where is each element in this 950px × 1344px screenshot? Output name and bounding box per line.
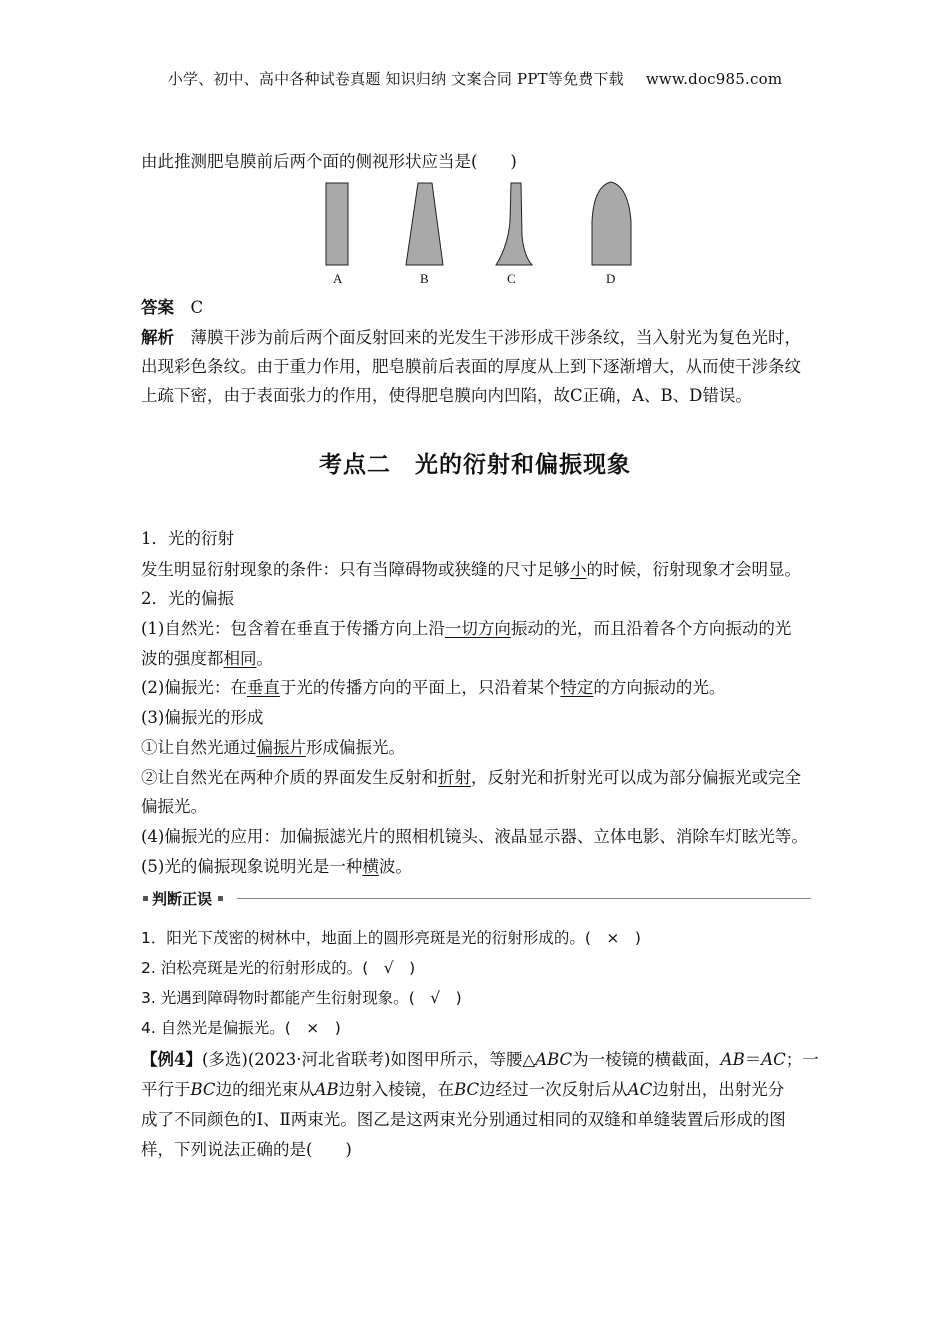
square-bullet-icon <box>143 896 148 901</box>
content-line-11: (4)偏振光的应用：加偏振滤光片的照相机镜头、液晶显示器、立体电影、消除车灯眩光等。 <box>141 827 808 846</box>
judge-item-4: 4. 自然光是偏振光。( × ) <box>141 1019 341 1037</box>
question-intro: 由此推测肥皂膜前后两个面的侧视形状应当是( ) <box>141 152 517 171</box>
example-line-4: 样，下列说法正确的是( ) <box>141 1140 352 1159</box>
example-line-1: 【例4】(多选)(2023·河北省联考)如图甲所示，等腰△ABC为一棱镜的横截面，AB＝AC；一 <box>141 1050 819 1069</box>
header-text: 小学、初中、高中各种试卷真题 知识归纳 文案合同 PPT等免费下载 <box>167 70 624 88</box>
page-header <box>0 68 950 89</box>
analysis-line-1 <box>141 327 801 349</box>
content-line-12: (5)光的偏振现象说明光是一种横波。 <box>141 857 412 876</box>
content-line-1: 1．光的衍射 <box>141 529 234 548</box>
shape-d <box>592 182 631 265</box>
label-d: D <box>606 271 616 286</box>
example-line-2: 平行于BC边的细光束从AB边射入棱镜，在BC边经过一次反射后从AC边射出，出射光分 <box>141 1080 785 1099</box>
content-line-6: (2)偏振光：在垂直于光的传播方向的平面上，只沿着某个特定的方向振动的光。 <box>141 678 726 697</box>
content-line-4: (1)自然光：包含着在垂直于传播方向上沿一切方向振动的光，而且沿着各个方向振动的光 <box>141 619 792 638</box>
judge-section-bar <box>141 888 811 908</box>
shape-b <box>406 183 443 265</box>
content-line-8: ①让自然光通过偏振片形成偏振光。 <box>141 738 405 757</box>
analysis-label: 解析 <box>141 328 174 347</box>
judge-item-1: 1．阳光下茂密的树林中，地面上的圆形亮斑是光的衍射形成的。( × ) <box>141 929 641 947</box>
example-tag: 【例4】 <box>141 1050 202 1069</box>
label-c: C <box>507 271 516 286</box>
answer-label: 答案 <box>141 298 174 317</box>
content-line-9: ②让自然光在两种介质的界面发生反射和折射，反射光和折射光可以成为部分偏振光或完全 <box>141 768 801 787</box>
content-line-2: 发生明显衍射现象的条件：只有当障碍物或狭缝的尺寸足够小的时候，衍射现象才会明显。 <box>141 560 801 579</box>
content-line-10: 偏振光。 <box>141 797 207 816</box>
shape-c <box>496 183 532 265</box>
answer-value: C <box>190 298 204 317</box>
analysis-line-2: 出现彩色条纹。由于重力作用，肥皂膜前后表面的厚度从上到下逐渐增大，从而使干涉条纹 <box>141 357 801 376</box>
soap-film-options-figure <box>300 176 660 290</box>
label-a: A <box>333 271 343 286</box>
content-line-7: (3)偏振光的形成 <box>141 708 264 727</box>
judge-item-2: 2. 泊松亮斑是光的衍射形成的。( √ ) <box>141 959 416 977</box>
example-line-3: 成了不同颜色的Ⅰ、Ⅱ两束光。图乙是这两束光分别通过相同的双缝和单缝装置后形成的图 <box>141 1110 786 1129</box>
judge-title: 判断正误 <box>141 888 227 909</box>
content-line-3: 2．光的偏振 <box>141 589 234 608</box>
analysis-line-3: 上疏下密，由于表面张力的作用，使得肥皂膜向内凹陷，故C正确，A、B、D错误。 <box>141 386 752 405</box>
square-bullet-icon <box>218 896 223 901</box>
label-b: B <box>420 271 429 286</box>
header-url[interactable]: www.doc985.com <box>645 70 783 88</box>
content-line-5: 波的强度都相同。 <box>141 649 273 668</box>
judge-item-3: 3. 光遇到障碍物时都能产生衍射现象。( √ ) <box>141 989 462 1007</box>
shape-a <box>326 183 348 265</box>
section-title: 考点二 光的衍射和偏振现象 <box>319 452 631 478</box>
divider-line <box>237 898 811 899</box>
answer-line <box>141 297 203 319</box>
analysis-text-1: 薄膜干涉为前后两个面反射回来的光发生干涉形成干涉条纹，当入射光为复色光时， <box>190 328 801 347</box>
